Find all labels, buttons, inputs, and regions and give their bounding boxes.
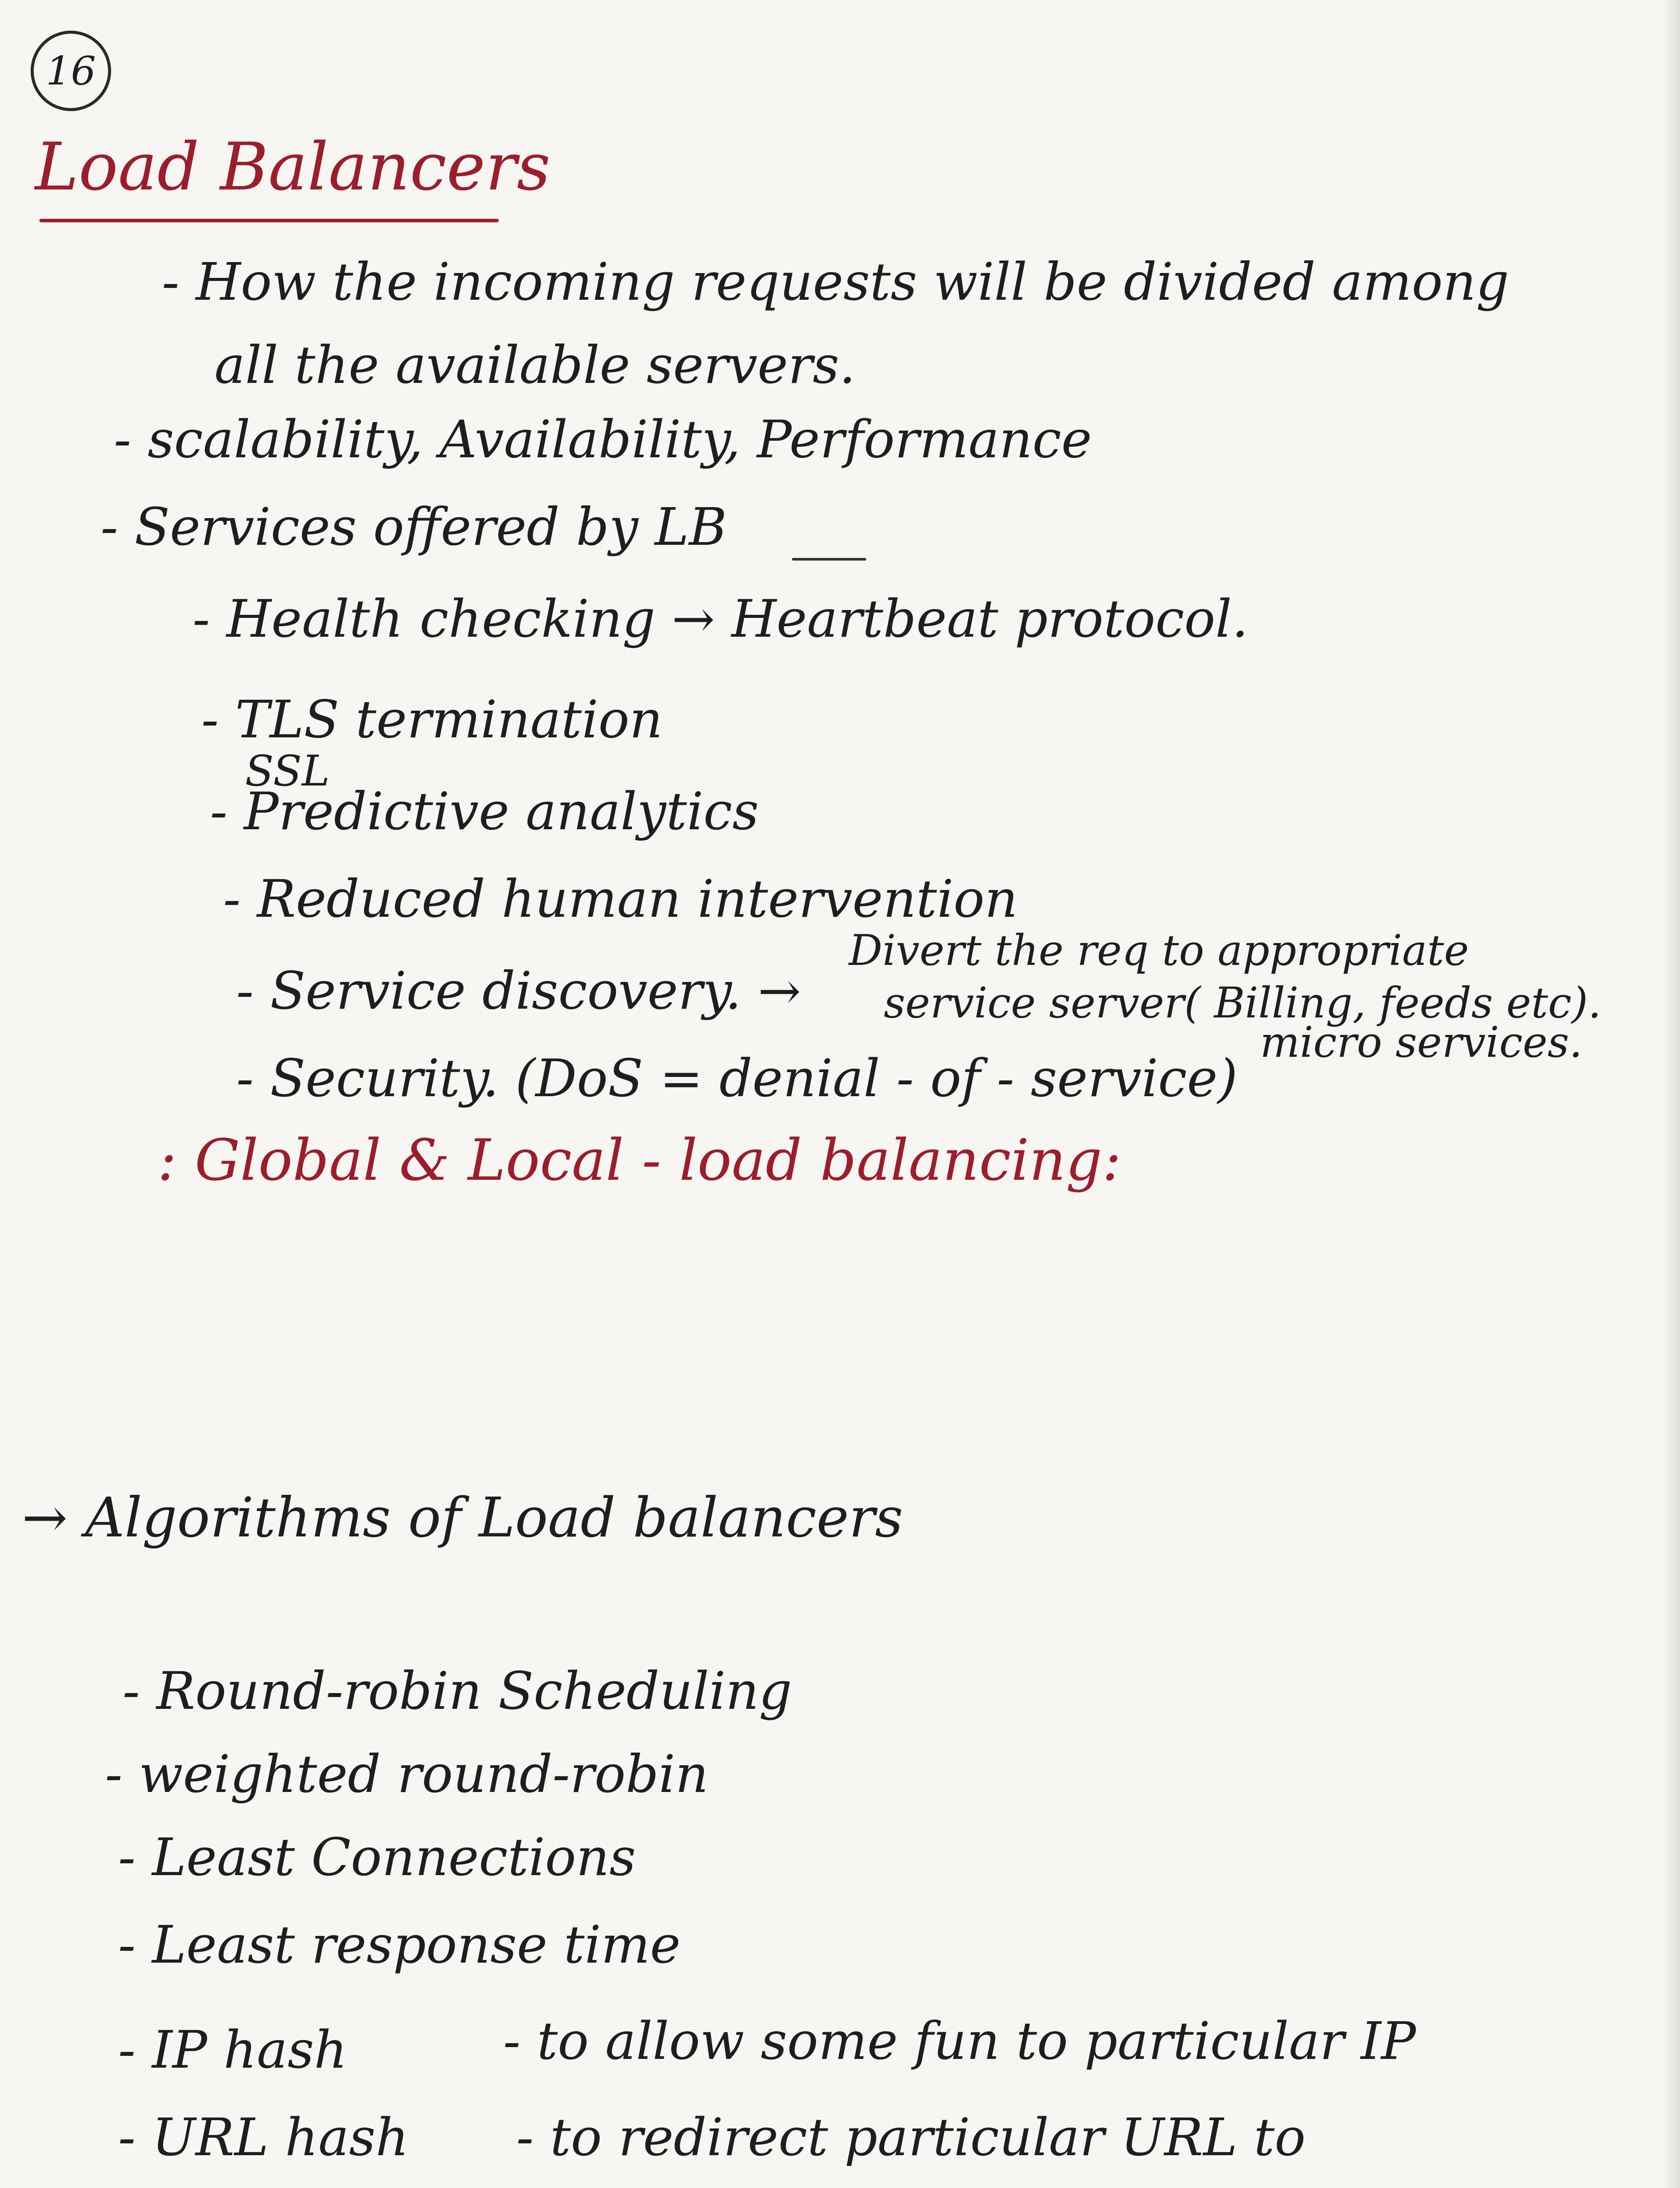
service-discovery-note-1: Divert the req to appropriate <box>849 926 1469 975</box>
service-ssl: SSL <box>245 747 330 796</box>
service-security: - Security. (DoS = denial - of - service) <box>236 1048 1238 1108</box>
global-local-heading: : Global & Local - load balancing: <box>158 1127 1122 1193</box>
algorithms-header: → Algorithms of Load balancers <box>22 1486 903 1550</box>
page-title: Load Balancers <box>35 129 551 205</box>
algo-round-robin: - Round-robin Scheduling <box>122 1661 792 1721</box>
intro-line-1: - How the incoming requests will be divided among <box>162 252 1509 312</box>
service-discovery: - Service discovery. → <box>236 961 802 1021</box>
service-reduced: - Reduced human intervention <box>223 869 1018 929</box>
algo-ip-hash: - IP hash <box>118 2020 347 2080</box>
lb-underline <box>792 558 866 561</box>
page-number: 16 <box>31 31 111 111</box>
page-edge-shadow <box>1662 0 1680 2188</box>
service-tls: - TLS termination <box>201 689 663 750</box>
intro-line-2: all the available servers. <box>214 335 856 395</box>
algo-url-hash-note-1: - to redirect particular URL to <box>516 2107 1306 2167</box>
title-underline <box>39 219 499 222</box>
service-predictive: - Predictive analytics <box>210 781 759 842</box>
algo-url-hash: - URL hash <box>118 2107 409 2167</box>
service-discovery-note-3: micro services. <box>1260 1018 1582 1067</box>
service-health: - Health checking → Heartbeat protocol. <box>192 589 1249 649</box>
intro-line-3: - scalability, Availability, Performance <box>114 409 1092 470</box>
algo-least-connections: - Least Connections <box>118 1827 636 1887</box>
algo-weighted: - weighted round-robin <box>105 1744 709 1804</box>
service-discovery-note-2: service server( Billing, feeds etc). <box>884 978 1602 1027</box>
algo-ip-hash-note: - to allow some fun to particular IP <box>503 2011 1416 2071</box>
services-header: - Services offered by LB <box>101 497 727 557</box>
algo-least-response: - Least response time <box>118 1914 681 1975</box>
